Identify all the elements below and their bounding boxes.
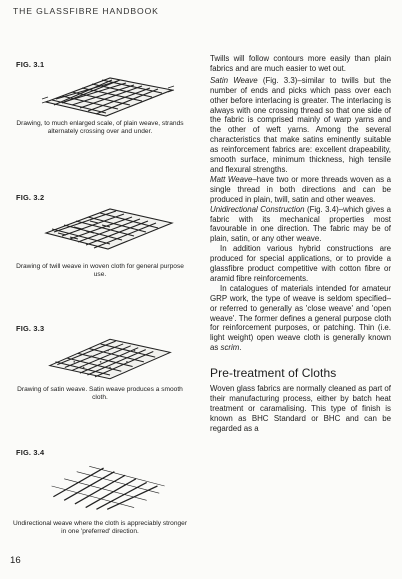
paragraph — [210, 175, 391, 205]
term-matt-weave: Matt Weave — [210, 174, 253, 184]
paragraph-text: (Fig. 3.3)–similar to twills but the number of ends and picks which pass over each other before interlacing is greater. The interlacing is always with one crossing thread so that one side of the fabric is comprised mainly of warp yarns and the other of weft yarns. Among the several characteristics that make satins eminently suitable as reinforcement fabrics are: excellent drapeability, smooth surface, minimum thickness, high tensile and flexural strengths. — [210, 75, 392, 174]
paragraph-text: (Fig. 3.4)–which gives a fabric with its mechanical properties most favourable in one direction. The fabric may be of plain, satin, or any other weave. — [210, 204, 391, 244]
figure-label: FIG. 3.2 — [16, 193, 45, 202]
page-number: 16 — [10, 555, 21, 566]
satin-weave-illustration — [46, 336, 174, 382]
section-heading: Pre-treatment of Cloths — [210, 366, 337, 381]
figure-caption: Undirectional weave where the cloth is appreciably stronger in one 'preferred' direction. — [12, 520, 188, 536]
paragraph — [210, 76, 391, 175]
paragraph: Twills will follow contours more easily than plain fabrics and are much easier to wet out. — [210, 54, 391, 73]
paragraph: Woven glass fabrics are normally cleaned as part of their manufacturing process, either by batch heat treatment or caramalising. This type of finish is known as BHC Standard or BHC and can be regarded as a — [210, 384, 391, 433]
paragraph-text: . — [239, 343, 242, 353]
twill-weave-illustration — [40, 205, 176, 251]
unidirectional-weave-illustration — [48, 460, 170, 512]
running-head: THE GLASSFIBRE HANDBOOK — [13, 6, 159, 16]
figure-label: FIG. 3.3 — [16, 324, 45, 333]
paragraph — [210, 205, 391, 245]
figure-caption: Drawing, to much enlarged scale, of plain weave, strands alternately crossing over and under. — [16, 120, 184, 136]
plain-weave-illustration — [40, 72, 176, 118]
figure-label: FIG. 3.1 — [16, 60, 45, 69]
figure-caption: Drawing of satin weave. Satin weave produces a smooth cloth. — [17, 386, 183, 402]
figure-caption: Drawing of twill weave in woven cloth for general purpose use. — [16, 263, 184, 279]
term-unidirectional: Unidirectional Construction — [210, 204, 305, 214]
paragraph-text: –have two or more threads woven as a single thread in both directions and can be produced in plain, twill, satin and other weaves. — [210, 174, 391, 204]
term-scrim: scrim — [220, 343, 240, 353]
term-satin-weave: Satin Weave — [210, 75, 258, 85]
paragraph-text: In catalogues of materials intended for amateur GRP work, the type of weave is seldom specified–or referred to generally as 'close weave' and 'open weave'. The former defines a general purpose cloth for reinforcement purposes, or patching. Thin (i.e. light weight) open weave cloth is generally known as — [210, 283, 391, 353]
figure-label: FIG. 3.4 — [16, 448, 45, 457]
paragraph — [210, 284, 391, 353]
paragraph: In addition various hybrid constructions are produced for special applications, or to provide a glassfibre product competitive with cotton fibre or aramid fibre reinforcements. — [210, 244, 391, 283]
body-text — [210, 54, 391, 434]
